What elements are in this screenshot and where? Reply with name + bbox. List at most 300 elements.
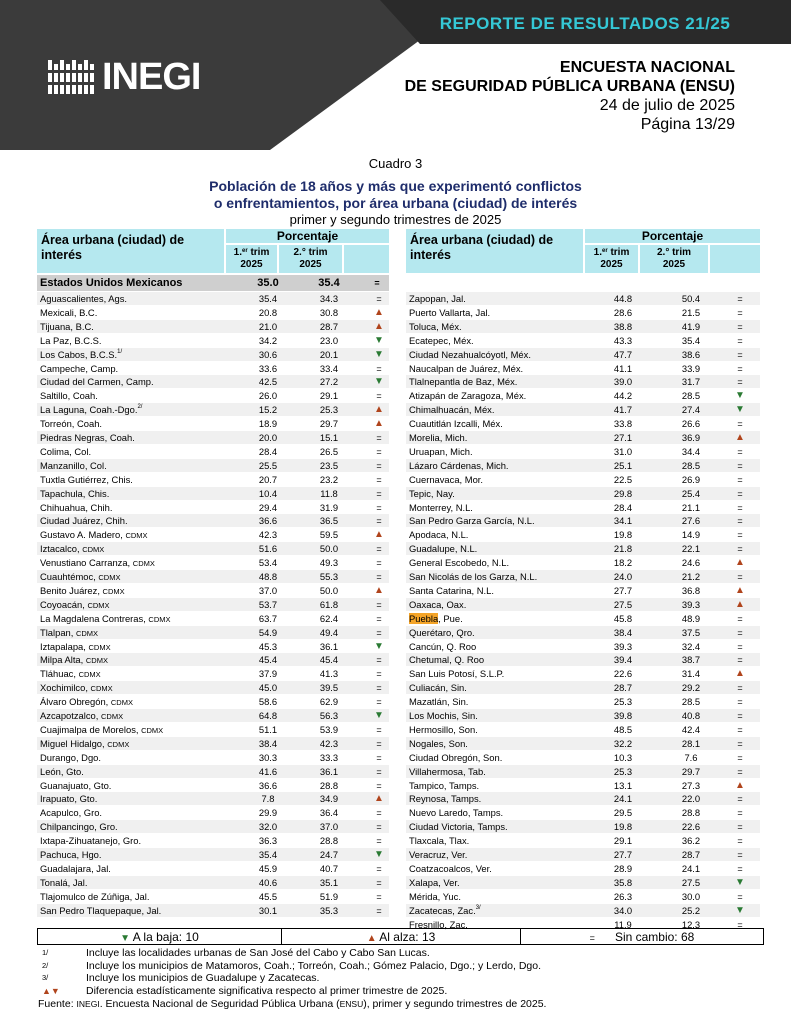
table-row: [406, 709, 760, 723]
value-t2: 36.8: [681, 584, 701, 596]
table-row: [37, 779, 389, 793]
city-name: Cuernavaca, Mor.: [409, 473, 483, 485]
equal-sign-icon: =: [737, 766, 743, 777]
table-row: [406, 848, 760, 862]
equal-sign-icon: =: [376, 613, 382, 624]
value-t1: 39.0: [613, 376, 633, 388]
city-name: San Pedro Garza García, N.L.: [409, 515, 535, 527]
table-row: [37, 653, 389, 667]
city-name: Villahermosa, Tab.: [409, 765, 486, 777]
value-t2: 34.9: [319, 793, 339, 805]
city-name: León, Gto.: [40, 765, 84, 777]
table-row: [37, 862, 389, 876]
table-row: [37, 417, 389, 431]
value-t1: 28.4: [258, 445, 278, 457]
value-t1: 41.7: [613, 404, 633, 416]
city-name: Ciudad Victoria, Tamps.: [409, 821, 508, 833]
value-t1: 45.3: [258, 640, 278, 652]
value-t2: 62.4: [319, 612, 339, 624]
city-name: Tapachula, Chis.: [40, 487, 110, 499]
equal-sign-icon: =: [737, 294, 743, 304]
table-row: [406, 890, 760, 904]
value-t2: 31.4: [681, 668, 701, 680]
value-t2: 33.9: [681, 362, 701, 374]
legend-up: ▲ Al alza: 13: [282, 929, 521, 944]
table-row: [37, 765, 389, 779]
table-row: [37, 751, 389, 765]
table-row: [37, 306, 389, 320]
city-name: Veracruz, Ver.: [409, 849, 468, 860]
value-t1: 37.9: [258, 668, 278, 680]
equal-sign-icon: =: [737, 613, 743, 624]
value-t1: 21.8: [613, 543, 633, 555]
down-triangle-icon: ▼: [735, 904, 745, 916]
highlighted-text: Puebla: [409, 612, 439, 624]
table-row: [406, 640, 760, 654]
value-t2: 41.3: [319, 668, 339, 680]
value-t2: 33.4: [319, 362, 339, 374]
value-t2: 34.4: [681, 445, 701, 457]
equal-sign-icon: =: [376, 891, 382, 902]
city-name: Ciudad Obregón, Son.: [409, 751, 503, 763]
right-col-t2-header: 2.° trim 2025: [640, 245, 708, 273]
value-t2: 25.4: [681, 487, 701, 499]
city-name: Tlalpan, CDMX: [40, 626, 99, 638]
value-t1: 26.3: [613, 890, 633, 902]
up-triangle-icon: ▲: [735, 779, 745, 791]
value-t2: 28.5: [681, 390, 701, 402]
equal-sign-icon: =: [737, 377, 743, 388]
city-name: Puebla, Pue.: [409, 612, 463, 624]
value-t2: 26.5: [319, 445, 339, 457]
city-name: Culiacán, Sin.: [409, 682, 467, 694]
city-name: Mérida, Yuc.: [409, 890, 461, 902]
value-t1: 24.0: [613, 571, 633, 582]
equal-sign-icon: =: [737, 808, 743, 819]
table-row: [406, 528, 760, 542]
city-name: San Nicolás de los Garza, N.L.: [409, 571, 538, 582]
value-t1: 27.5: [613, 598, 633, 610]
value-t2: 35.1: [319, 876, 339, 888]
value-t2: 30.0: [681, 890, 701, 902]
city-name: Ciudad Nezahualcóyotl, Méx.: [409, 348, 531, 360]
value-t1: 33.6: [258, 362, 278, 374]
page-number: Página 13/29: [640, 116, 735, 133]
up-triangle-icon: ▲: [374, 306, 384, 318]
value-t2: 50.0: [319, 584, 339, 596]
table-row: [406, 598, 760, 612]
city-name: General Escobedo, N.L.: [409, 557, 510, 569]
table-row: [37, 695, 389, 709]
value-t1: 34.2: [258, 334, 278, 346]
table-title-line2: o enfrentamientos, por área urbana (ciudad) de interés: [213, 195, 578, 211]
value-t1: 32.0: [258, 821, 278, 833]
city-name: Miguel Hidalgo, CDMX: [40, 737, 130, 749]
value-t2: 22.0: [681, 793, 701, 805]
value-t2: 40.7: [319, 862, 339, 874]
value-t2: 29.7: [319, 418, 339, 430]
city-name: Iztapalapa, CDMX: [40, 640, 111, 652]
legend-down: ▼ A la baja: 10: [38, 929, 282, 944]
table-row: [406, 876, 760, 890]
city-name: Mazatlán, Sin.: [409, 696, 469, 708]
table-row: [37, 834, 389, 848]
table-row: [406, 584, 760, 598]
value-t2: 38.7: [681, 654, 701, 666]
report-title: REPORTE DE RESULTADOS 21/25: [439, 14, 731, 33]
city-name: Nogales, Son.: [409, 737, 468, 749]
table-row: [406, 542, 760, 556]
right-col-area-header: Área urbana (ciudad) de interés: [406, 229, 583, 273]
table-row: [406, 473, 760, 487]
city-name: Tlalnepantla de Baz, Méx.: [409, 376, 518, 388]
value-t2: 29.2: [681, 682, 701, 694]
city-name: Campeche, Camp.: [40, 362, 119, 374]
city-name: Manzanillo, Col.: [40, 459, 107, 471]
table-row: [406, 459, 760, 473]
value-t2: 28.5: [681, 696, 701, 708]
equal-sign-icon: =: [737, 836, 743, 847]
down-triangle-icon: ▼: [374, 334, 384, 346]
value-t1: 27.7: [613, 849, 633, 860]
value-t1: 63.7: [258, 612, 278, 624]
equal-sign-icon: =: [737, 752, 743, 763]
value-t2: 62.9: [319, 696, 339, 708]
value-t1: 45.4: [258, 654, 278, 666]
table-row: [406, 723, 760, 737]
value-t1: 29.5: [613, 807, 633, 819]
value-t2: 32.4: [681, 640, 701, 652]
value-t1: 28.7: [613, 682, 633, 694]
value-t1: 13.1: [613, 779, 633, 791]
value-t2: 23.2: [319, 473, 339, 485]
value-t2: 21.1: [681, 501, 701, 513]
value-t2: 50.0: [319, 543, 339, 555]
up-triangle-icon: ▲: [735, 668, 745, 680]
city-name: Reynosa, Tamps.: [409, 793, 482, 805]
value-t1: 25.3: [613, 765, 633, 777]
value-t1: 54.9: [258, 626, 278, 638]
value-t1: 29.4: [258, 501, 278, 513]
table-number: Cuadro 3: [368, 156, 423, 171]
value-t2: 15.1: [319, 432, 339, 443]
city-name: Guadalajara, Jal.: [40, 862, 111, 874]
table-row: [37, 403, 389, 417]
value-t1: 40.6: [258, 876, 278, 888]
left-col-area-header: Área urbana (ciudad) de interés: [37, 229, 224, 273]
city-name: Guanajuato, Gto.: [40, 779, 112, 791]
city-name: Chilpancingo, Gro.: [40, 821, 118, 833]
up-triangle-icon: ▲: [374, 404, 384, 416]
value-t1: 48.8: [258, 571, 278, 582]
value-t2: 51.9: [319, 890, 339, 902]
city-name: Ciudad Juárez, Chih.: [40, 515, 128, 527]
value-t1: 33.8: [613, 418, 633, 430]
down-triangle-icon: ▼: [374, 348, 384, 360]
value-t1: 39.4: [613, 654, 633, 666]
equal-sign-icon: =: [737, 502, 743, 513]
equal-sign-icon: =: [376, 516, 382, 527]
city-name: Chetumal, Q. Roo: [409, 654, 485, 666]
value-t1: 30.3: [258, 751, 278, 763]
equal-sign-icon: =: [737, 711, 743, 721]
equal-sign-icon: =: [376, 683, 382, 694]
table-row: [37, 904, 389, 918]
table-row: [406, 904, 760, 918]
value-t1: 35.8: [613, 876, 633, 888]
city-name: Durango, Dgo.: [40, 751, 101, 763]
value-t1: 29.1: [613, 835, 633, 847]
up-triangle-icon: ▲: [735, 557, 745, 569]
value-t2: 27.3: [681, 779, 701, 791]
city-name: Toluca, Méx.: [409, 320, 462, 332]
value-t1: 32.2: [613, 737, 633, 749]
value-t2: 55.3: [319, 571, 339, 582]
table-row: [406, 362, 760, 376]
table-row: [37, 362, 389, 376]
table-title-line1: Población de 18 años y más que experimentó conflictos: [209, 178, 582, 194]
value-t1: 20.8: [258, 306, 278, 318]
table-row: [37, 528, 389, 542]
city-name: Tijuana, B.C.: [40, 320, 94, 332]
table-row: [37, 570, 389, 584]
national-t1: 35.0: [257, 277, 279, 289]
equal-sign-icon: =: [737, 863, 743, 874]
value-t1: 30.1: [258, 904, 278, 916]
value-t1: 38.4: [613, 626, 633, 638]
table-row: [406, 514, 760, 528]
city-name: La Laguna, Coah.-Dgo.$^{2/}$: [40, 404, 143, 416]
table-row: [37, 348, 389, 362]
table-row: [406, 820, 760, 834]
table-row: [37, 890, 389, 904]
table-row: [37, 501, 389, 515]
city-name: Torreón, Coah.: [40, 418, 103, 430]
city-name: Uruapan, Mich.: [409, 445, 473, 457]
equal-sign-icon: =: [376, 655, 382, 666]
table-row: [37, 640, 389, 654]
equal-sign-icon: =: [376, 738, 382, 749]
value-t1: 45.5: [258, 890, 278, 902]
table-row: [37, 667, 389, 681]
value-t2: 29.7: [681, 765, 701, 777]
equal-sign-icon: =: [376, 502, 382, 513]
table-row: [406, 334, 760, 348]
value-t1: 36.6: [258, 779, 278, 791]
equal-sign-icon: =: [376, 627, 382, 638]
value-t1: 22.6: [613, 668, 633, 680]
table-row: [406, 653, 760, 667]
table-row: [37, 375, 389, 389]
equal-sign-icon: =: [737, 724, 743, 735]
table-row: [37, 320, 389, 334]
value-t2: 38.6: [681, 348, 701, 360]
table-row: [37, 681, 389, 695]
table-row: [37, 431, 389, 445]
value-t2: 39.3: [681, 598, 701, 610]
value-t1: 45.8: [613, 612, 633, 624]
value-t2: 31.7: [681, 376, 701, 388]
up-triangle-icon: ▲: [735, 432, 745, 443]
value-t2: 22.6: [681, 821, 701, 833]
value-t1: 27.1: [613, 432, 633, 443]
value-t1: 64.8: [258, 710, 278, 721]
value-t2: 35.3: [319, 904, 339, 916]
national-mark: =: [374, 278, 380, 288]
value-t2: 22.1: [681, 543, 701, 555]
value-t1: 29.9: [258, 807, 278, 819]
city-name: Mexicali, B.C.: [40, 306, 98, 318]
table-row: [406, 431, 760, 445]
value-t2: 35.4: [681, 334, 701, 346]
value-t1: 51.6: [258, 543, 278, 555]
city-name: San Luis Potosí, S.L.P.: [409, 668, 505, 680]
table-row: [406, 417, 760, 431]
value-t2: 40.8: [681, 710, 701, 721]
table-row: [406, 403, 760, 417]
table-row: [37, 334, 389, 348]
report-date: 24 de julio de 2025: [599, 97, 735, 114]
legend: [37, 928, 764, 945]
table-row: [37, 473, 389, 487]
value-t1: 28.9: [613, 862, 633, 874]
value-t2: 25.3: [319, 404, 339, 416]
value-t1: 44.2: [613, 390, 633, 402]
logo-text: INEGI: [102, 56, 201, 98]
value-t1: 10.4: [258, 487, 278, 499]
equal-sign-icon: =: [376, 544, 382, 555]
city-name: Tlajomulco de Zúñiga, Jal.: [40, 890, 150, 902]
down-triangle-icon: ▼: [374, 710, 384, 721]
equal-sign-icon: =: [376, 433, 382, 443]
table-row: [37, 514, 389, 528]
table-row: [37, 584, 389, 598]
equal-sign-icon: =: [737, 655, 743, 666]
value-t2: 21.5: [681, 306, 701, 318]
equal-sign-icon: =: [737, 321, 743, 332]
equal-sign-icon: =: [376, 669, 382, 680]
value-t1: 29.8: [613, 487, 633, 499]
city-name: Tepic, Nay.: [409, 487, 455, 499]
value-t2: 28.1: [681, 737, 701, 749]
left-col-percent-header: Porcentaje: [226, 229, 389, 243]
table-row: [406, 320, 760, 334]
value-t2: 41.9: [681, 320, 701, 332]
value-t1: 42.5: [258, 376, 278, 388]
city-name: Nuevo Laredo, Tamps.: [409, 807, 504, 819]
up-triangle-icon: ▲: [374, 793, 384, 805]
value-t2: 27.2: [319, 376, 339, 388]
up-triangle-icon: ▲: [374, 584, 384, 596]
table-row: [406, 501, 760, 515]
value-t2: 28.8: [319, 835, 339, 847]
value-t2: 20.1: [319, 348, 339, 360]
value-t2: 42.4: [681, 723, 701, 735]
value-t1: 35.4: [258, 849, 278, 860]
value-t2: 53.9: [319, 723, 339, 735]
city-name: Los Mochis, Sin.: [409, 710, 478, 721]
value-t1: 37.0: [258, 584, 278, 596]
equal-sign-icon: =: [737, 446, 743, 457]
equal-sign-icon: =: [376, 697, 382, 708]
city-name: Chimalhuacán, Méx.: [409, 404, 495, 416]
value-t2: 36.4: [319, 807, 339, 819]
equal-sign-icon: =: [737, 572, 743, 582]
value-t1: 31.0: [613, 445, 633, 457]
equal-sign-icon: =: [737, 891, 743, 902]
city-name: Zapopan, Jal.: [409, 293, 466, 304]
value-t1: 44.8: [613, 293, 633, 304]
value-t2: 28.7: [681, 849, 701, 860]
value-t2: 30.8: [319, 306, 339, 318]
city-name: Xochimilco, CDMX: [40, 682, 113, 694]
legend-same: = Sin cambio: 68: [589, 930, 695, 944]
city-name: Fresnillo, Zac.: [409, 918, 468, 930]
equal-sign-icon: =: [737, 697, 743, 708]
equal-sign-icon: =: [737, 349, 743, 360]
up-triangle-icon: ▲: [735, 584, 745, 596]
table-row: [406, 779, 760, 793]
table-row: [37, 542, 389, 556]
equal-sign-icon: =: [737, 683, 743, 694]
value-t2: 34.3: [319, 293, 339, 304]
value-t2: 27.4: [681, 404, 701, 416]
city-name: Saltillo, Coah.: [40, 390, 98, 402]
value-t1: 58.6: [258, 696, 278, 708]
equal-sign-icon: =: [376, 752, 382, 763]
down-triangle-icon: ▼: [735, 876, 745, 888]
table-row: [406, 806, 760, 820]
equal-sign-icon: =: [376, 446, 382, 457]
city-name: Tuxtla Gutiérrez, Chis.: [40, 473, 133, 485]
value-t1: 19.8: [613, 821, 633, 833]
city-name: Morelia, Mich.: [409, 432, 468, 443]
value-t1: 34.0: [613, 904, 633, 916]
table-row: [406, 445, 760, 459]
equal-sign-icon: =: [376, 572, 382, 582]
table-row: [406, 292, 760, 306]
value-t1: 45.9: [258, 862, 278, 874]
table-row: [37, 626, 389, 640]
table-row: [406, 695, 760, 709]
table-row: [406, 737, 760, 751]
table-row: [406, 626, 760, 640]
value-t2: 23.5: [319, 459, 339, 471]
value-t2: 24.7: [319, 849, 339, 860]
value-t2: 33.3: [319, 751, 339, 763]
value-t2: 11.8: [320, 487, 338, 499]
right-col-mark-header: [710, 245, 760, 273]
equal-sign-icon: =: [737, 850, 743, 860]
value-t1: 53.4: [258, 557, 278, 569]
table-row: [37, 445, 389, 459]
table-row: [406, 862, 760, 876]
city-name: Los Cabos, B.C.S.$^{1/}$: [40, 348, 123, 360]
value-t2: 21.2: [681, 571, 701, 582]
equal-sign-icon: =: [589, 933, 595, 943]
value-t1: 36.6: [258, 515, 278, 527]
up-triangle-icon: ▲: [374, 529, 384, 541]
value-t1: 21.0: [258, 320, 278, 332]
city-name: Irapuato, Gto.: [40, 793, 98, 805]
value-t1: 39.8: [613, 710, 633, 721]
equal-sign-icon: =: [376, 877, 382, 888]
national-row: [37, 275, 389, 291]
table-subtitle: primer y segundo trimestres de 2025: [289, 212, 502, 227]
value-t1: 26.0: [258, 390, 278, 402]
equal-sign-icon: =: [737, 530, 743, 541]
value-t1: 38.8: [613, 320, 633, 332]
